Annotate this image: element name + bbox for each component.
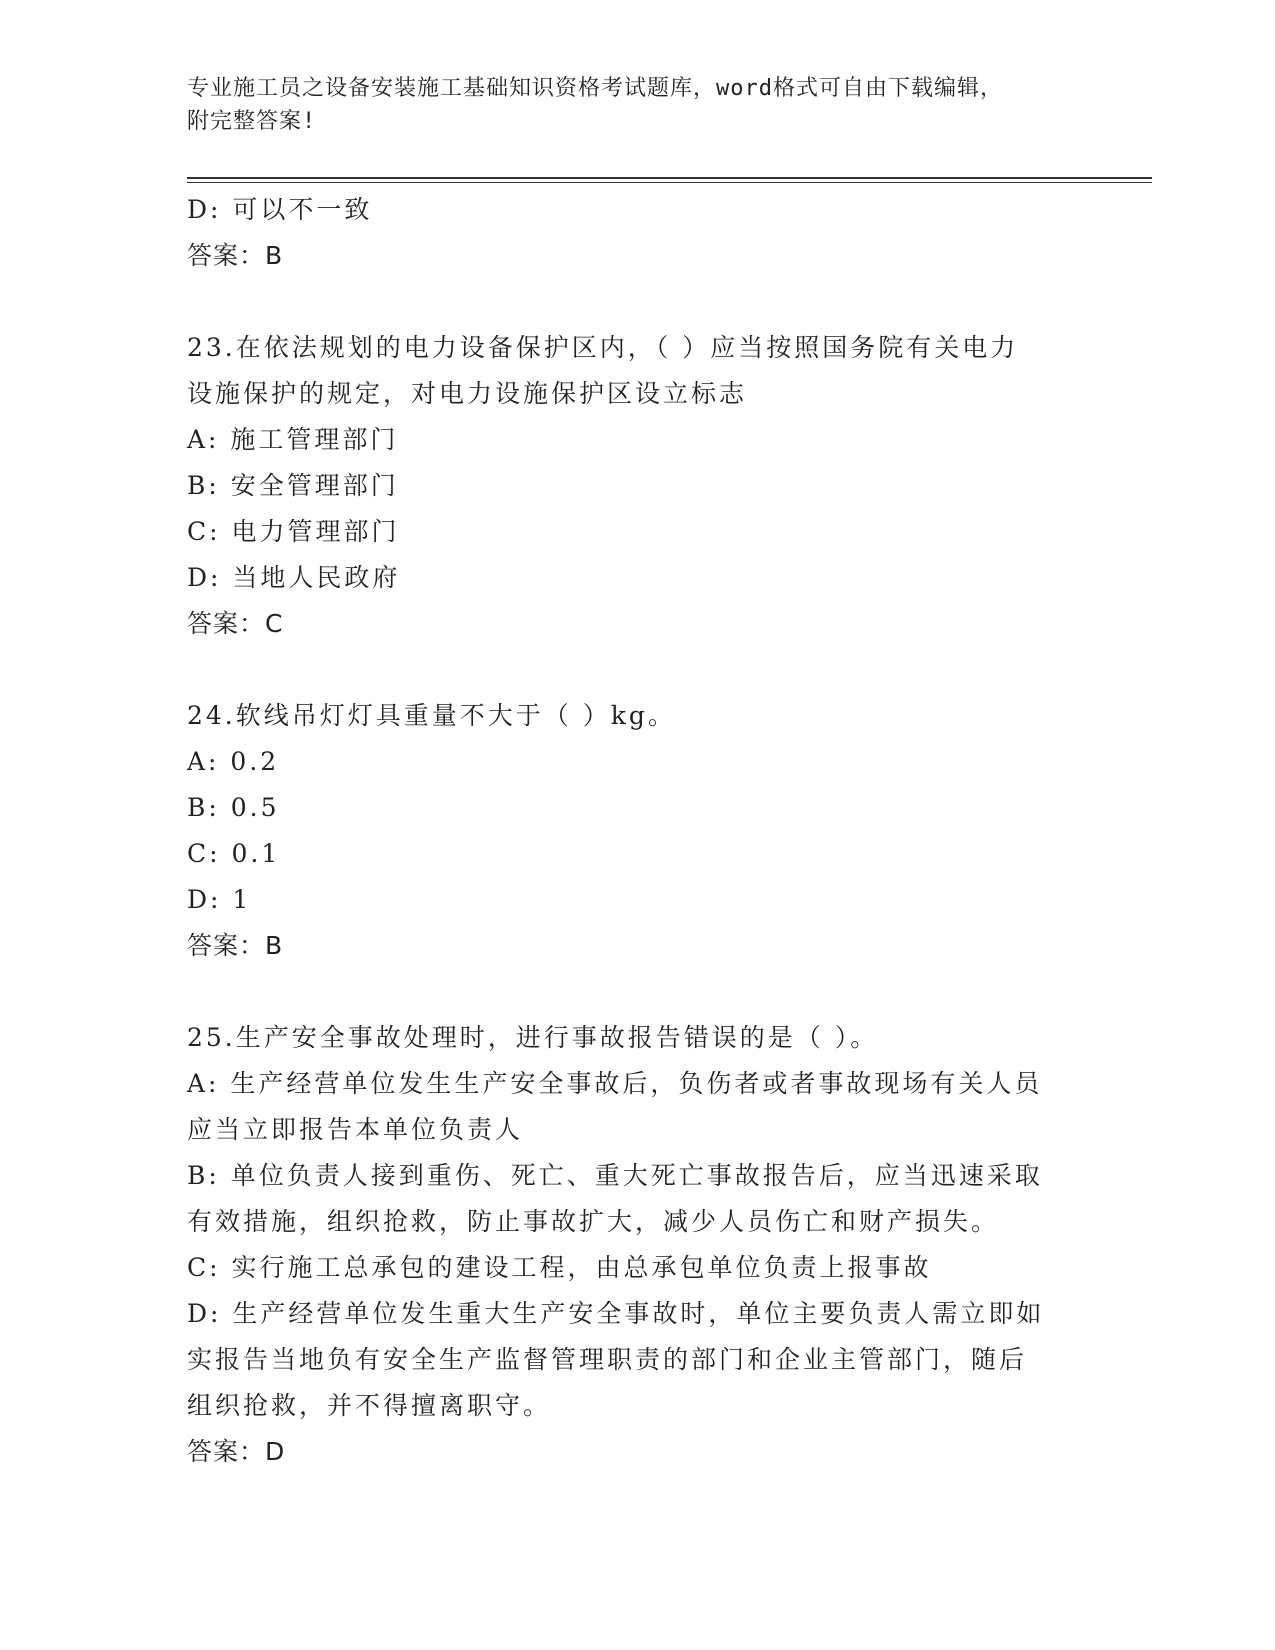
option-d-continued: 实报告当地负有安全生产监督管理职责的部门和企业主管部门，随后: [187, 1345, 1028, 1374]
question-list: [187, 187, 1087, 1475]
prev-question-answer: 答案：B: [187, 241, 284, 270]
header-divider-thick: [187, 177, 1152, 179]
option-b: B: 0.5: [187, 793, 280, 822]
option-c: C: 实行施工总承包的建设工程，由总承包单位负责上报事故: [187, 1253, 932, 1282]
option-c: C: 0.1: [187, 839, 281, 868]
header-line-1: 专业施工员之设备安装施工基础知识资格考试题库，word格式可自由下载编辑，: [187, 76, 1003, 101]
question-stem-line: 设施保护的规定，对电力设施保护区设立标志: [187, 379, 748, 408]
prev-question-option-d: D: 可以不一致: [187, 195, 373, 224]
question-stem-line: 23.在依法规划的电力设备保护区内，（ ）应当按照国务院有关电力: [187, 333, 1019, 362]
answer-label: 答案：D: [187, 1437, 286, 1466]
question-stem-line: 24.软线吊灯灯具重量不大于（ ）kg。: [187, 701, 676, 730]
question-stem-line: 25.生产安全事故处理时，进行事故报告错误的是（ ）。: [187, 1023, 879, 1052]
option-c: C: 电力管理部门: [187, 517, 400, 546]
answer-label: 答案：C: [187, 609, 284, 638]
option-d: D: 1: [187, 885, 252, 914]
question-23: [187, 325, 1087, 647]
option-b: B: 单位负责人接到重伤、死亡、重大死亡事故报告后，应当迅速采取: [187, 1161, 1043, 1190]
option-b-continued: 有效措施，组织抢救，防止事故扩大，减少人员伤亡和财产损失。: [187, 1207, 1000, 1236]
spacer: [187, 969, 1087, 1015]
option-d: D: 当地人民政府: [187, 563, 401, 592]
option-b: B: 安全管理部门: [187, 471, 399, 500]
answer-label: 答案：B: [187, 931, 284, 960]
option-a: A: 0.2: [187, 747, 280, 776]
question-24: [187, 693, 1087, 969]
question-25: [187, 1015, 1087, 1475]
spacer: [187, 279, 1087, 325]
option-d-continued: 组织抢救，并不得擅离职守。: [187, 1391, 552, 1420]
option-d: D: 生产经营单位发生重大生产安全事故时，单位主要负责人需立即如: [187, 1299, 1045, 1328]
spacer: [187, 647, 1087, 693]
option-a: A: 施工管理部门: [187, 425, 399, 454]
option-a: A: 生产经营单位发生生产安全事故后，负伤者或者事故现场有关人员: [187, 1069, 1043, 1098]
header-divider-thin: [187, 182, 1152, 183]
document-header: [187, 72, 1087, 138]
option-a-continued: 应当立即报告本单位负责人: [187, 1115, 524, 1144]
header-line-2: 附完整答案!: [187, 109, 317, 134]
